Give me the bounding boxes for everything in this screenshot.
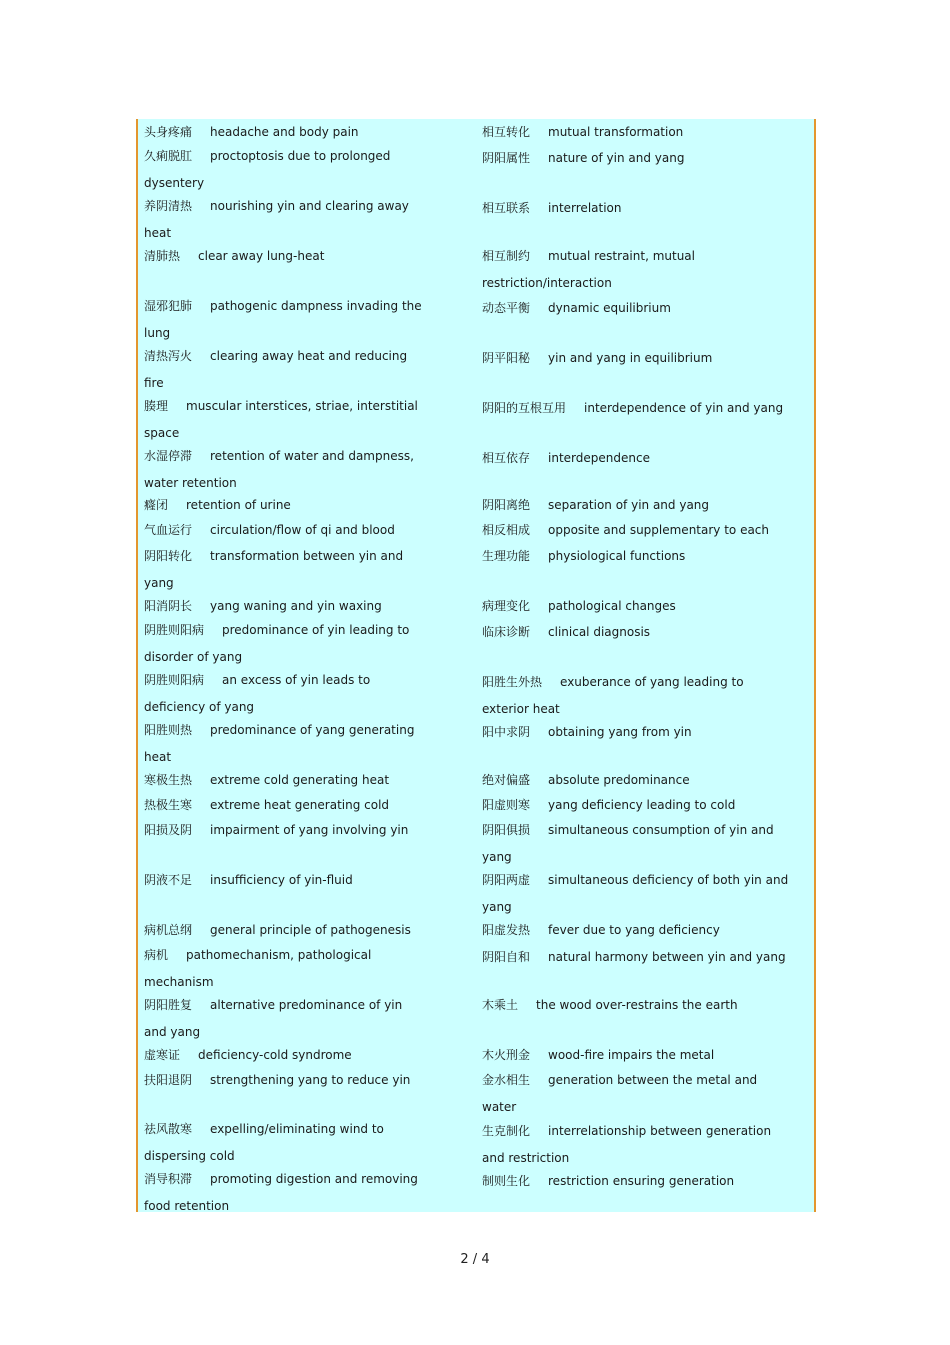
english-translation: simultaneous consumption of yin and bbox=[548, 823, 774, 837]
glossary-entry bbox=[144, 717, 474, 771]
glossary-entry bbox=[482, 445, 812, 472]
chinese-term: 阴阳俱损 bbox=[482, 823, 531, 837]
translation-continuation: dispersing cold bbox=[144, 1149, 235, 1163]
glossary-entry bbox=[482, 817, 812, 871]
translation-continuation: food retention bbox=[144, 1199, 230, 1213]
english-translation: circulation/flow of qi and blood bbox=[210, 523, 395, 537]
translation-continuation: and restriction bbox=[482, 1151, 570, 1165]
translation-continuation: dysentery bbox=[144, 176, 205, 190]
english-translation: yang deficiency leading to cold bbox=[548, 798, 736, 812]
chinese-term: 养阴清热 bbox=[144, 199, 193, 213]
chinese-term: 阳虚则寒 bbox=[482, 798, 531, 812]
translation-continuation: disorder of yang bbox=[144, 650, 243, 664]
glossary-entry bbox=[144, 343, 474, 397]
glossary-entry bbox=[144, 393, 474, 447]
glossary-entry bbox=[482, 195, 812, 222]
english-translation: the wood over-restrains the earth bbox=[536, 998, 738, 1012]
chinese-term: 阴液不足 bbox=[144, 873, 193, 887]
glossary-entry bbox=[482, 543, 812, 570]
glossary-entry bbox=[144, 243, 474, 270]
chinese-term: 金水相生 bbox=[482, 1073, 531, 1087]
translation-continuation: heat bbox=[144, 226, 172, 240]
glossary-entry bbox=[482, 867, 812, 921]
english-translation: pathological changes bbox=[548, 599, 676, 613]
english-translation: retention of water and dampness, bbox=[210, 449, 414, 463]
chinese-term: 绝对偏盛 bbox=[482, 773, 531, 787]
translation-continuation: water retention bbox=[144, 476, 237, 490]
chinese-term: 阴阳的互根互用 bbox=[482, 401, 567, 415]
glossary-entry bbox=[482, 767, 812, 794]
glossary-entry bbox=[482, 345, 812, 372]
glossary-entry bbox=[144, 492, 474, 519]
chinese-term: 阴阳离绝 bbox=[482, 498, 531, 512]
english-translation: generation between the metal and bbox=[548, 1073, 758, 1087]
english-translation: extreme heat generating cold bbox=[210, 798, 390, 812]
chinese-term: 阴胜则阳病 bbox=[144, 623, 205, 637]
glossary-entry bbox=[482, 119, 812, 146]
translation-continuation: lung bbox=[144, 326, 171, 340]
chinese-term: 木乘土 bbox=[482, 998, 519, 1012]
english-translation: proctoptosis due to prolonged bbox=[210, 149, 391, 163]
chinese-term: 扶阳退阴 bbox=[144, 1073, 193, 1087]
english-translation: general principle of pathogenesis bbox=[210, 923, 411, 937]
chinese-term: 气血运行 bbox=[144, 523, 193, 537]
translation-continuation: fire bbox=[144, 376, 164, 390]
glossary-entry bbox=[144, 1116, 474, 1170]
translation-continuation: deficiency of yang bbox=[144, 700, 255, 714]
english-translation: deficiency-cold syndrome bbox=[198, 1048, 352, 1062]
translation-continuation: yang bbox=[144, 576, 174, 590]
english-translation: retention of urine bbox=[186, 498, 291, 512]
glossary-entry bbox=[482, 295, 812, 322]
glossary-entry bbox=[482, 944, 812, 971]
chinese-term: 热极生寒 bbox=[144, 798, 193, 812]
glossary-entry bbox=[144, 543, 474, 597]
english-translation: nourishing yin and clearing away bbox=[210, 199, 409, 213]
english-translation: pathogenic dampness invading the bbox=[210, 299, 422, 313]
page-number: 2 / 4 bbox=[460, 1252, 490, 1267]
english-translation: clinical diagnosis bbox=[548, 625, 651, 639]
glossary-entry bbox=[482, 619, 812, 646]
english-translation: predominance of yang generating bbox=[210, 723, 415, 737]
translation-continuation: and yang bbox=[144, 1025, 201, 1039]
chinese-term: 阴阳属性 bbox=[482, 151, 531, 165]
glossary-entry bbox=[482, 395, 812, 422]
english-translation: simultaneous deficiency of both yin and bbox=[548, 873, 789, 887]
english-translation: yang waning and yin waxing bbox=[210, 599, 382, 613]
chinese-term: 相互依存 bbox=[482, 451, 531, 465]
english-translation: yin and yang in equilibrium bbox=[548, 351, 713, 365]
glossary-entry bbox=[144, 867, 474, 894]
chinese-term: 阳胜则热 bbox=[144, 723, 193, 737]
glossary-entry bbox=[482, 917, 812, 944]
english-translation: expelling/eliminating wind to bbox=[210, 1122, 384, 1136]
chinese-term: 腠理 bbox=[144, 399, 169, 413]
chinese-term: 阴阳转化 bbox=[144, 549, 193, 563]
english-translation: extreme cold generating heat bbox=[210, 773, 390, 787]
glossary-table bbox=[136, 119, 816, 1212]
english-translation: obtaining yang from yin bbox=[548, 725, 692, 739]
glossary-entry bbox=[144, 817, 474, 844]
glossary-entry bbox=[482, 517, 812, 544]
chinese-term: 寒极生热 bbox=[144, 773, 193, 787]
glossary-entry bbox=[144, 517, 474, 544]
chinese-term: 生理功能 bbox=[482, 549, 531, 563]
glossary-entry bbox=[144, 1166, 474, 1220]
chinese-term: 久痢脱肛 bbox=[144, 149, 193, 163]
chinese-term: 阴胜则阳病 bbox=[144, 673, 205, 687]
glossary-entry bbox=[144, 119, 474, 146]
english-translation: promoting digestion and removing bbox=[210, 1172, 418, 1186]
glossary-entry bbox=[144, 1067, 474, 1094]
chinese-term: 相互转化 bbox=[482, 125, 531, 139]
chinese-term: 头身疼痛 bbox=[144, 125, 193, 139]
english-translation: impairment of yang involving yin bbox=[210, 823, 409, 837]
glossary-entry bbox=[144, 193, 474, 247]
chinese-term: 阴阳胜复 bbox=[144, 998, 193, 1012]
english-translation: natural harmony between yin and yang bbox=[548, 950, 786, 964]
english-translation: opposite and supplementary to each bbox=[548, 523, 770, 537]
english-translation: insufficiency of yin-fluid bbox=[210, 873, 353, 887]
glossary-entry bbox=[144, 617, 474, 671]
chinese-term: 相反相成 bbox=[482, 523, 531, 537]
glossary-entry bbox=[144, 917, 474, 944]
english-translation: separation of yin and yang bbox=[548, 498, 710, 512]
glossary-entry bbox=[482, 243, 812, 297]
glossary-entry bbox=[144, 992, 474, 1046]
translation-continuation: heat bbox=[144, 750, 172, 764]
glossary-entry bbox=[144, 792, 474, 819]
english-translation: mutual restraint, mutual bbox=[548, 249, 695, 263]
chinese-term: 虚寒证 bbox=[144, 1048, 181, 1062]
translation-continuation: mechanism bbox=[144, 975, 214, 989]
glossary-entry bbox=[482, 1118, 812, 1172]
chinese-term: 相互联系 bbox=[482, 201, 531, 215]
english-translation: alternative predominance of yin bbox=[210, 998, 403, 1012]
chinese-term: 清热泻火 bbox=[144, 349, 193, 363]
english-translation: an excess of yin leads to bbox=[222, 673, 371, 687]
english-translation: absolute predominance bbox=[548, 773, 690, 787]
chinese-term: 阳消阴长 bbox=[144, 599, 193, 613]
english-translation: mutual transformation bbox=[548, 125, 684, 139]
translation-continuation: restriction/interaction bbox=[482, 276, 612, 290]
english-translation: interdependence bbox=[548, 451, 650, 465]
translation-continuation: space bbox=[144, 426, 180, 440]
glossary-entry bbox=[144, 443, 474, 497]
english-translation: transformation between yin and bbox=[210, 549, 404, 563]
english-translation: headache and body pain bbox=[210, 125, 359, 139]
chinese-term: 病机 bbox=[144, 948, 169, 962]
chinese-term: 阳虚发热 bbox=[482, 923, 531, 937]
translation-continuation: yang bbox=[482, 850, 512, 864]
chinese-term: 阴平阳秘 bbox=[482, 351, 531, 365]
english-translation: clearing away heat and reducing bbox=[210, 349, 408, 363]
glossary-entry bbox=[482, 145, 812, 172]
chinese-term: 临床诊断 bbox=[482, 625, 531, 639]
chinese-term: 水湿停滞 bbox=[144, 449, 193, 463]
english-translation: muscular interstices, striae, interstitial bbox=[186, 399, 418, 413]
glossary-entry bbox=[144, 767, 474, 794]
glossary-entry bbox=[482, 1042, 812, 1069]
chinese-term: 病机总纲 bbox=[144, 923, 193, 937]
english-translation: strengthening yang to reduce yin bbox=[210, 1073, 411, 1087]
chinese-term: 相互制约 bbox=[482, 249, 531, 263]
glossary-entry bbox=[482, 992, 812, 1019]
chinese-term: 癃闭 bbox=[144, 498, 169, 512]
chinese-term: 制则生化 bbox=[482, 1174, 531, 1188]
chinese-term: 阳中求阴 bbox=[482, 725, 531, 739]
chinese-term: 动态平衡 bbox=[482, 301, 531, 315]
english-translation: interdependence of yin and yang bbox=[584, 401, 784, 415]
english-translation: pathomechanism, pathological bbox=[186, 948, 372, 962]
english-translation: interrelationship between generation bbox=[548, 1124, 772, 1138]
english-translation: dynamic equilibrium bbox=[548, 301, 671, 315]
glossary-entry bbox=[144, 143, 474, 197]
translation-continuation: yang bbox=[482, 900, 512, 914]
glossary-entry bbox=[482, 1168, 812, 1195]
glossary-entry bbox=[482, 792, 812, 819]
translation-continuation: water bbox=[482, 1100, 517, 1114]
glossary-entry bbox=[482, 1067, 812, 1121]
english-translation: interrelation bbox=[548, 201, 622, 215]
glossary-entry bbox=[144, 942, 474, 996]
english-translation: clear away lung-heat bbox=[198, 249, 325, 263]
glossary-entry bbox=[482, 669, 812, 723]
chinese-term: 祛风散寒 bbox=[144, 1122, 193, 1136]
chinese-term: 阴阳自和 bbox=[482, 950, 531, 964]
chinese-term: 消导积滞 bbox=[144, 1172, 193, 1186]
english-translation: restriction ensuring generation bbox=[548, 1174, 735, 1188]
chinese-term: 阳胜生外热 bbox=[482, 675, 543, 689]
english-translation: exuberance of yang leading to bbox=[560, 675, 744, 689]
glossary-entry bbox=[482, 492, 812, 519]
chinese-term: 清肺热 bbox=[144, 249, 181, 263]
english-translation: physiological functions bbox=[548, 549, 686, 563]
english-translation: fever due to yang deficiency bbox=[548, 923, 720, 937]
glossary-entry bbox=[144, 1042, 474, 1069]
glossary-entry bbox=[482, 593, 812, 620]
translation-continuation: exterior heat bbox=[482, 702, 560, 716]
chinese-term: 木火刑金 bbox=[482, 1048, 531, 1062]
glossary-entry bbox=[482, 719, 812, 746]
chinese-term: 病理变化 bbox=[482, 599, 531, 613]
chinese-term: 生克制化 bbox=[482, 1124, 531, 1138]
english-translation: wood-fire impairs the metal bbox=[548, 1048, 715, 1062]
chinese-term: 湿邪犯肺 bbox=[144, 299, 193, 313]
english-translation: predominance of yin leading to bbox=[222, 623, 410, 637]
chinese-term: 阴阳两虚 bbox=[482, 873, 531, 887]
chinese-term: 阳损及阴 bbox=[144, 823, 193, 837]
glossary-entry bbox=[144, 593, 474, 620]
glossary-entry bbox=[144, 293, 474, 347]
glossary-entry bbox=[144, 667, 474, 721]
english-translation: nature of yin and yang bbox=[548, 151, 685, 165]
